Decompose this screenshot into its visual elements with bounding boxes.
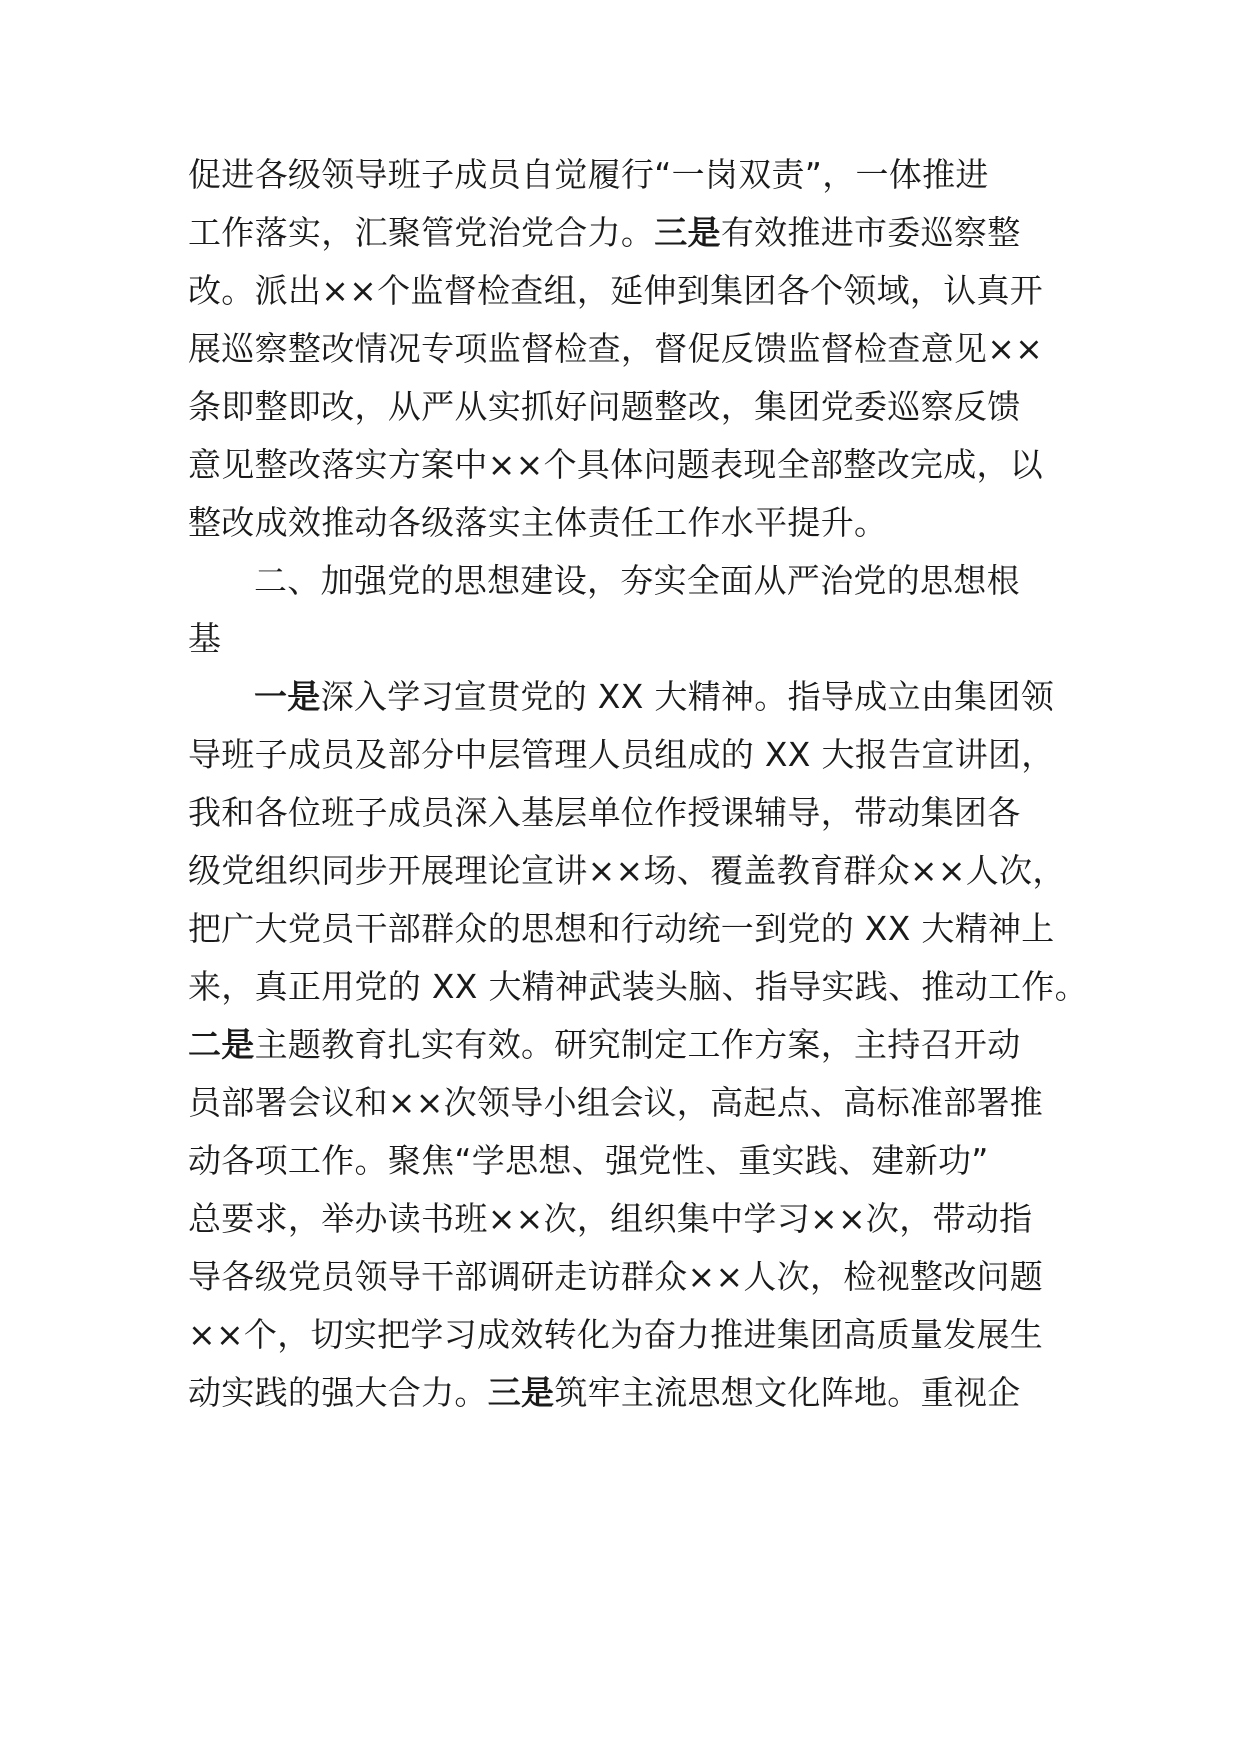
text-run: 员部署会议和××次领导小组会议，高起点、高标准部署推	[188, 1083, 1044, 1122]
text-line	[188, 1199, 1032, 1239]
text-run: 整改成效推动各级落实主体责任工作水平提升。	[188, 503, 888, 542]
text-run: 工作落实，汇聚管党治党合力。	[188, 213, 655, 252]
text-run: 我和各位班子成员深入基层单位作授课辅导，带动集团各	[188, 793, 1021, 832]
text-line	[188, 793, 1021, 833]
text-run: 导班子成员及部分中层管理人员组成的 XX 大报告宣讲团，	[188, 735, 1055, 774]
text-line	[254, 677, 1054, 717]
text-line	[188, 1025, 1021, 1065]
text-run: 动各项工作。聚焦“学思想、强党性、重实践、建新功”	[188, 1141, 989, 1180]
text-run: 条即整即改，从严从实抓好问题整改，集团党委巡察反馈	[188, 387, 1021, 426]
text-line	[188, 851, 1066, 891]
text-line	[254, 561, 1020, 601]
text-run: 动实践的强大合力。	[188, 1373, 488, 1412]
text-line	[188, 1257, 1043, 1297]
text-run: 有效推进市委巡察整	[720, 213, 1021, 252]
text-line	[188, 1083, 1043, 1123]
text-run: 筑牢主流思想文化阵地。重视企	[554, 1373, 1021, 1412]
bold-ordinal-label: 一是	[254, 677, 321, 716]
text-line	[188, 1315, 1043, 1355]
text-line	[188, 329, 1043, 369]
text-run: ××个，切实把学习成效转化为奋力推进集团高质量发展生	[188, 1315, 1044, 1354]
text-run: 展巡察整改情况专项监督检查，督促反馈监督检查意见××	[188, 329, 1044, 368]
text-line	[188, 735, 1055, 775]
text-run: 导各级党员领导干部调研走访群众××人次，检视整改问题	[188, 1257, 1044, 1296]
text-run: 基	[188, 619, 222, 658]
text-line	[188, 213, 1021, 253]
text-line	[188, 967, 1088, 1007]
text-line	[188, 387, 1021, 427]
text-run: 意见整改落实方案中××个具体问题表现全部整改完成，以	[188, 445, 1044, 484]
text-run: 深入学习宣贯党的 XX 大精神。指导成立由集团领	[320, 677, 1055, 716]
text-line	[188, 503, 887, 543]
text-line	[188, 619, 221, 659]
text-run: 把广大党员干部群众的思想和行动统一到党的 XX 大精神上	[188, 909, 1055, 948]
bold-ordinal-label: 三是	[654, 213, 721, 252]
text-run: 级党组织同步开展理论宣讲××场、覆盖教育群众××人次，	[188, 851, 1066, 890]
text-line	[188, 909, 1055, 949]
text-run: 主题教育扎实有效。研究制定工作方案，主持召开动	[254, 1025, 1021, 1064]
text-run: 改。派出××个监督检查组，延伸到集团各个领域，认真开	[188, 271, 1044, 310]
text-line	[188, 445, 1043, 485]
text-run: 总要求，举办读书班××次，组织集中学习××次，带动指	[188, 1199, 1033, 1238]
text-run: 促进各级领导班子成员自觉履行“一岗双责”，一体推进	[188, 155, 989, 194]
text-run: 二、加强党的思想建设，夯实全面从严治党的思想根	[254, 561, 1020, 600]
text-line	[188, 155, 989, 195]
text-line	[188, 1141, 989, 1181]
text-line	[188, 271, 1043, 311]
bold-ordinal-label: 二是	[188, 1025, 255, 1064]
bold-ordinal-label: 三是	[487, 1373, 555, 1412]
text-line	[188, 1373, 1021, 1413]
text-run: 来，真正用党的 XX 大精神武装头脑、指导实践、推动工作。	[188, 967, 1088, 1006]
